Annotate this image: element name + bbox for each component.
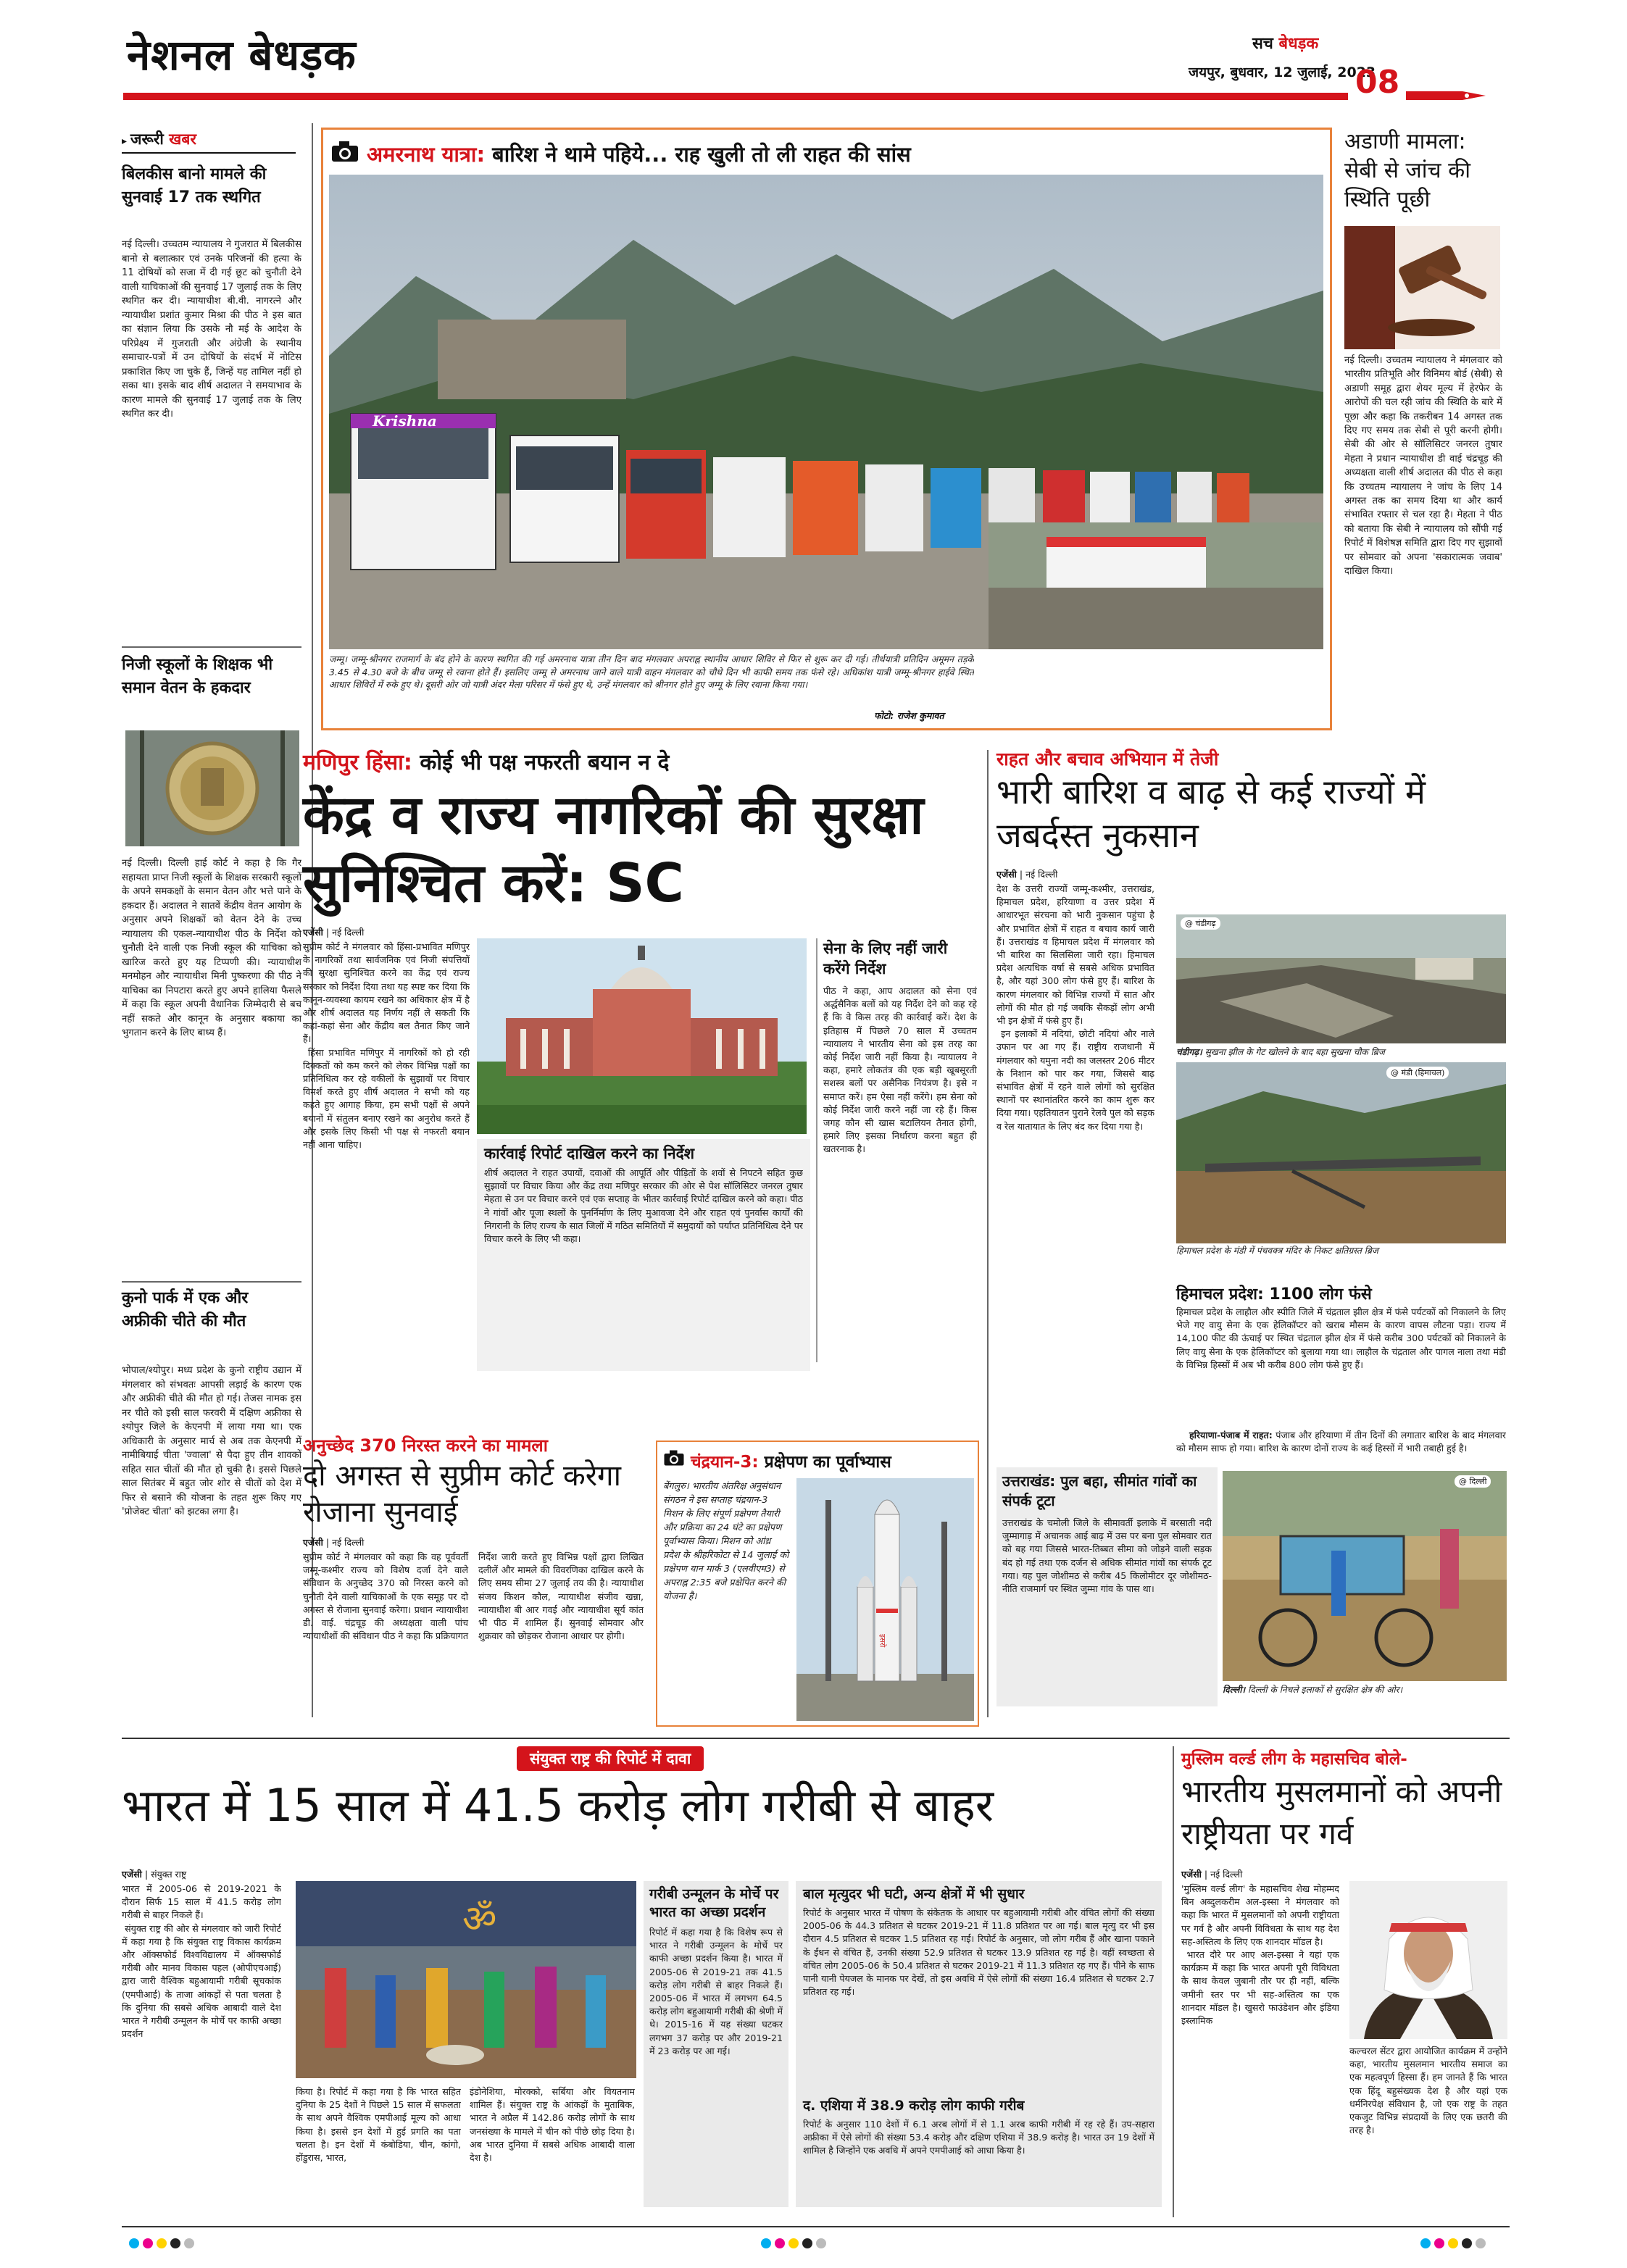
chandigarh-caption: चंडीगढ़। सुखना झील के गेट खोलने के बाद बहा सुखना चौक ब्रिज [1176, 1047, 1385, 1057]
news-bilkis-body: नई दिल्ली। उच्चतम न्यायालय ने गुजरात में बिलकीस बानो से बलात्कार एवं उनके परिजनों की हत्या के 11 दोषियों को सजा में दी गई छूट को चुनौती देने वाली याचिकाओं की सुनवाई 17 जुलाई तक के लिए स्थगित कर दी। न्यायाधीश बी.वी. नागरत्ने और न्यायाधीश प्रशांत कुमार मिश्रा की पीठ ने इस बात का संज्ञान लिया कि उसके नौ मई के आदेश के परिप्रेक्ष्य में गुजराती और अंग्रेजी के स्थानीय समाचार-पत्रों में उन दोषियों के संदर्भ में नोटिस प्रकाशित किए जा चुके हैं, जिन्हें यह तामिल नहीं हो सका था। इसके बाद शीर्ष अदालत ने समयाभाव के कारण मामले की सुनवाई 17 जुलाई तक के लिए स्थगित कर दी। [122, 239, 301, 420]
un-box3-body: रिपोर्ट के अनुसार 110 देशों में 6.1 अरब लोगों में से 1.1 अरब काफी गरीबी में रह रहे हैं। उप-सहारा अफ्रीका में ऐसे लोगों की संख्या 53.4 करोड़ और दक्षिण एशिया में 38.9 करोड़ है। भारत उन 19 देशों में शामिल है जिन्होंने एक अवधि में अपने एमपीआई को आधा किया है। [803, 2119, 1154, 2156]
photo-credit: फोटो: राजेश कुमावत [874, 710, 944, 721]
news-cheetah-body: भोपाल/श्योपुर। मध्य प्रदेश के कुनो राष्ट्रीय उद्यान में मंगलवार को संभवतः आपसी लड़ाई के कारण एक और अफ्रीकी चीते की मौत हो गई। तेजस नामक इस नर चीते को इसी साल फरवरी में दक्षिण अफ्रीका से श्योपुर जिले के केएनपी में लाया गया था। एक अधिकारी के अनुसार मार्च से अब तक केएनपी में नामीबियाई चीता 'ज्वाला' से पैदा हुए तीन शावकों सहित सात चीतों की मौत हो चुकी है। इससे पिछले साल सितंबर में बहुत जोर शोर से चीतों को देश में फिर से बसाने की योजना के तहत शुरू किए गए 'प्रोजेक्ट चीता' को झटका लगा है। [122, 1365, 301, 1517]
un-body-col3: इंडोनेशिया, मोरक्को, सर्बिया और वियतनाम शामिल हैं। संयुक्त राष्ट्र के आंकड़ों के मुताबिक, भारत ने अप्रैल में 142.86 करोड़ लोगों के साथ जनसंख्या के मामले में चीन को पीछे छोड़ दिया है। अब भारत दुनिया में सबसे अधिक आबादी वाला देश है। [470, 2086, 635, 2164]
zaroori-khabar-label: ▸ जरूरी खबर [122, 129, 296, 154]
un-story [122, 1746, 1165, 2217]
left-column [122, 123, 307, 1725]
uttarakhand-body: उत्तराखंड के चमोली जिले के सीमावर्ती इलाके में बरसाती नदी जुम्मागाड़ में अचानक आई बाढ़ में उस पर बना पुल सोमवार रात को बह गया जिससे भारत-तिब्बत सीमा को जोड़ने वाली सड़क बंद हो गई तथा एक दर्जन से अधिक सीमांत गांवों का संपर्क टूट गया। यह पुल जोशीमठ से करीब 45 किलोमीटर दूर जोशीमठ-नीति राजमार्ग पर स्थित जुम्मा गांव के पास था। [1002, 1517, 1212, 1595]
sena-body: पीठ ने कहा, आप अदालत को सेना एवं अर्द्धसैनिक बलों को यह निर्देश देने को कह रहे हैं कि वे किस तरह की कार्रवाई करें। देश के इतिहास में पिछले 70 साल में उच्चतम न्यायालय ने भारतीय सेना को इस तरह का कोई निर्देश जारी नहीं किया है। न्यायालय ने कहा, हमारे लोकतंत्र की एक बड़ी खूबसूरती सशस्त्र बलों पर असैनिक नियंत्रण है। इसे न समाप्त करें। हम ऐसा नहीं करेंगे। हम सेना को कोई निर्देश जारी करने नहीं जा रहे हैं। किस जगह कौन सी खास बटालियन तैनात होगी, हमारे लिए इसका निर्धारण करना बहुत ही खतरनाक है। [823, 985, 977, 1155]
art370-kicker: अनुच्छेद 370 निरस्त करने का मामला [303, 1435, 548, 1456]
un-body-col1: भारत में 2005-06 से 2019-2021 के दौरान सिर्फ 15 साल में 41.5 करोड़ लोग गरीबी से बाहर निकले हैं। संयुक्त राष्ट्र की ओर से मंगलवार को जारी रिपोर्ट में कहा गया है कि संयुक्त राष्ट्र विकास कार्यक्रम और ऑक्सफोर्ड विश्वविद्यालय में ऑक्सफोर्ड गरीबी और मानव विकास पहल (ओपीएचआई) द्वारा जारी वैश्विक बहुआयामी गरीबी सूचकांक (एमपीआई) के ताजा आंकड़ों से पता चलता है कि दुनिया की सबसे अधिक आबादी वाले देश भारत ने गरीबी उन्मूलन के मोर्चे पर काफी अच्छा प्रदर्शन [122, 1883, 281, 2040]
amarnath-buses-photo [329, 175, 1323, 649]
report-title: कार्रवाई रिपोर्ट दाखिल करने का निर्देश [484, 1145, 695, 1162]
amarnath-box [321, 128, 1332, 730]
emblem-icon [125, 730, 299, 846]
masthead [0, 0, 1627, 101]
flood-byline: एजेंसी | नई दिल्ली [996, 869, 1058, 880]
un-box1-title: गरीबी उन्मूलन के मोर्चे पर भारत का अच्छा प्रदर्शन [649, 1886, 779, 1920]
color-registration-marks [1420, 2238, 1489, 2251]
poverty-photo [296, 1881, 636, 2078]
al-issa-photo [1349, 1881, 1507, 2039]
manipur-headline: केंद्र व राज्य नागरिकों की सुरक्षा सुनिश्चित करें: SC [303, 784, 924, 914]
un-box2 [796, 1881, 1162, 2207]
footer-rule [122, 2226, 1510, 2227]
camera-icon [663, 1449, 685, 1467]
mwl-byline: एजेंसी | नई दिल्ली [1181, 1869, 1243, 1880]
gavel-photo [1344, 226, 1500, 349]
un-box1-body: रिपोर्ट में कहा गया है कि विशेष रूप से भारत ने गरीबी उन्मूलन के मोर्चे पर काफी अच्छा प्रदर्शन किया है। भारत में 2005-06 से 2019-21 तक 41.5 करोड़ लोग गरीबी से बाहर निकले हैं। 2005-06 में भारत में लगभग 64.5 करोड़ लोग बहुआयामी गरीबी की श्रेणी में थे। 2015-16 में यह संख्या घटकर लगभग 37 करोड़ पर और 2019-21 में 23 करोड़ पर आ गई। [649, 1927, 783, 2056]
chandrayaan-box [656, 1441, 979, 1727]
mwl-headline: भारतीय मुसलमानों को अपनी राष्ट्रीयता पर गर्व [1181, 1774, 1502, 1851]
un-byline: एजेंसी | संयुक्त राष्ट्र [122, 1869, 187, 1880]
bedhadak-label: बेधड़क [1278, 35, 1319, 53]
haryana-body: हरियाणा-पंजाब में राहत: पंजाब और हरियाणा में तीन दिनों की लगातार बारिश के बाद मंगलवार को मौसम साफ हो गया। बारिश के कारण दोनों राज्य के कई हिस्सों में भारी तबाही हुई है। [1176, 1430, 1506, 1454]
bus-name-text: Krishna [373, 412, 437, 430]
mwl-body-col2: कल्चरल सेंटर द्वारा आयोजित कार्यक्रम में उन्होंने कहा, भारतीय मुसलमान भारतीय समाज का एक महत्वपूर्ण हिस्सा हैं। हम जानते हैं कि भारत एक हिंदू बहुसंख्यक देश है और यहां एक धर्मनिरपेक्ष संविधान है, जो एक राष्ट्र के तहत एकजुट विभिन्न संप्रदायों के लिए एक छतरी की तरह है। [1349, 2046, 1507, 2136]
svg-text:ॐ: ॐ [462, 1898, 497, 1941]
un-box3-title: द. एशिया में 38.9 करोड़ लोग काफी गरीब [803, 2098, 1025, 2114]
pen-nib-icon [1406, 81, 1493, 110]
flood-headline: भारी बारिश व बाढ़ से कई राज्यों में जबर्दस्त नुकसान [996, 772, 1426, 856]
manipur-byline: एजेंसी | नई दिल्ली [303, 927, 365, 938]
sach-label: सच [1252, 35, 1273, 53]
un-box2-title: बाल मृत्युदर भी घटी, अन्य क्षेत्रों में भी सुधार [803, 1886, 1025, 1902]
column-divider [987, 750, 989, 1717]
adani-body: नई दिल्ली। उच्चतम न्यायालय ने मंगलवार को भारतीय प्रतिभूति और विनिमय बोर्ड (सेबी) से अडाणी समूह द्वारा शेयर मूल्य में हेरफेर के आरोपों की चल रही जांच की स्थिति के बारे में पूछा और कहा कि तकरीबन 14 अगस्त तक दिए गए समय तक सेबी से पूरी करनी होगी। सेबी की ओर से सॉलिसिटर जनरल तुषार मेहता ने प्रधान न्यायाधीश डी वाई चंद्रचूड़ की अध्यक्षता वाली शीर्ष अदालत की पीठ से कहा कि उच्चतम न्यायालय ने जांच के लिए 14 अगस्त तक का समय दिया था और कार्य संभावित रफ्तार से चल रहा है। मेहता ने पीठ को बताया कि सेबी ने न्यायालय को सौंपी गई रिपोर्ट में विशेषज्ञ समिति द्वारा दिए गए सुझावों पर सोमवार को अपना 'सकारात्मक जवाब' दाखिल किया। [1344, 355, 1502, 578]
sena-box [816, 938, 977, 1362]
location-tag: @ मंडी (हिमाचल) [1386, 1067, 1449, 1079]
news-bilkis-title: बिलकीस बानो मामले की सुनवाई 17 तक स्थगित [122, 165, 267, 207]
uttarakhand-box [996, 1467, 1218, 1706]
color-registration-marks [761, 2238, 830, 2251]
flood-body: देश के उत्तरी राज्यों जम्मू-कश्मीर, उत्तराखंड, हिमाचल प्रदेश, हरियाणा व उत्तर प्रदेश में आधारभूत संरचना को भारी नुकसान पहुंचा है और प्रभावित क्षेत्रों में राहत व बचाव कार्य जारी हैं। उत्तराखंड व हिमाचल प्रदेश में मंगलवार को भी बारिश का सिलसिला जारी रहा। हिमाचल प्रदेश अत्यधिक वर्षा से सबसे अधिक प्रभावित है, और यहां 300 लोग फंसे हुए हैं। बारिश के कारण मंगलवार को विभिन्न राज्यों में सात और लोगों की मौत हो गई जबकि सैकड़ों लोग अभी भी इन क्षेत्रों में फंसे हुए हैं। इन इलाकों में नदियां, छोटी नदियां और नाले उफान पर आ गए हैं। राष्ट्रीय राजधानी में मंगलवार को यमुना नदी का जलस्तर 206 मीटर के निशान को पार कर गया, जिससे बाढ़ संभावित क्षेत्रों में रहने वाले लोगों को सुरक्षित स्थानों पर स्थानांतरित करने का काम शुरू कर दिया गया। एहतियातन पुराने रेलवे पुल को सड़क व रेल यातायात के लिए बंद कर दिया गया है। [996, 883, 1154, 1132]
un-box1 [644, 1881, 788, 2207]
sena-title: सेना के लिए नहीं जारी करेंगे निर्देश [823, 940, 948, 977]
color-registration-marks [129, 2238, 198, 2251]
manipur-story [303, 746, 981, 1420]
manipur-body: सुप्रीम कोर्ट ने मंगलवार को हिंसा-प्रभावित मणिपुर के नागरिकों तथा सार्वजनिक एवं निजी संपत्तियों की सुरक्षा सुनिश्चित करने का केंद्र एवं राज्य सरकार को निर्देश दिया तथा यह स्पष्ट कर दिया कि कानून-व्यवस्था कायम रखने का अधिकार क्षेत्र में है और शीर्ष अदालत यह निर्णय नहीं ले सकती कि कहां-कहां सेना और केंद्रीय बल तैनात किए जाने हैं। हिंसा प्रभावित मणिपुर में नागरिकों को हो रही दिक्कतों को कम करने को लेकर विभिन्न पक्षों का प्रतिनिधित्व कर रहे वकीलों के सुझावों पर विचार विमर्श करते हुए शीर्ष अदालत ने सभी को यह कहते हुए आगाह किया, हम सभी पक्षों से अपने बयानों में संतुलन बनाए रखने का अनुरोध करते हैं और इसके लिए किसी भी पक्ष से नफरती बयान नहीं आना चाहिए। [303, 941, 470, 1151]
supreme-court-photo [477, 938, 807, 1134]
art370-byline: एजेंसी | नई दिल्ली [303, 1537, 365, 1548]
un-kicker: संयुक्त राष्ट्र की रिपोर्ट में दावा [517, 1746, 704, 1771]
adani-headline: अडाणी मामला: सेबी से जांच की स्थिति पूछी [1344, 129, 1470, 212]
page-number: 08 [1355, 64, 1400, 101]
himachal-body: हिमाचल प्रदेश के लाहौल और स्पीति जिले में चंद्रताल झील क्षेत्र में फंसे पर्यटकों को निकालने के लिए भेजे गए वायु सेना के एक हेलिकॉप्टर को खराब मौसम के कारण वापस लौटना पड़ा। राज्य में 14,100 फीट की ऊंचाई पर स्थित चंद्रताल झील क्षेत्र में फंसे करीब 300 पर्यटकों को निकालने के लिए वायु सेना के एक हेलिकॉप्टर को बुलाया गया था। लाहौल के चंद्रताल और पागल नाला तथा मंडी के विभिन्न हिस्सों में अब भी करीब 800 लोग फंसे हुए हैं। [1176, 1306, 1506, 1370]
divider [122, 646, 301, 648]
masthead-sach-bedhadak [1252, 32, 1318, 54]
art370-headline: दो अगस्त से सुप्रीम कोर्ट करेगा रोजाना सुनवाई [303, 1459, 621, 1529]
rocket-photo [796, 1478, 974, 1721]
manipur-kicker: मणिपुर हिंसा: कोई भी पक्ष नफरती बयान न दे [303, 750, 670, 775]
location-tag: @ चंडीगढ़ [1181, 917, 1220, 930]
news-cheetah-title: कुनो पार्क में एक और अफ्रीकी चीते की मौत [122, 1289, 249, 1330]
news-teachers-body: नई दिल्ली। दिल्ली हाई कोर्ट ने कहा है कि गैर सहायता प्राप्त निजी स्कूलों के शिक्षक सरकारी स्कूलों के अपने समकक्षों के समान वेतन और भत्ते पाने के हकदार हैं। अदालत ने सातवें केंद्रीय वेतन आयोग के अनुसार अपने शिक्षकों को वेतन देने के उच्च न्यायालय की एकल-न्यायाधीश पीठ के निर्देश को चुनौती देने वाली एक निजी स्कूल की याचिका को खारिज करते हुए यह टिप्पणी की। न्यायाधीश मनमोहन और न्यायाधीश मिनी पुष्करणा की पीठ ने याचिका का निपटारा करते हुए अपने हालिया फैसले में कहा कि स्कूल अपनी वैधानिक जिम्मेदारी से बच नहीं सकते और कानून के अनुसार बकाया का भुगतान करने के लिए बाध्य हैं। [122, 858, 301, 1038]
mwl-kicker: मुस्लिम वर्ल्ड लीग के महासचिव बोले- [1181, 1750, 1407, 1769]
isro-text: इसरो [878, 1634, 886, 1648]
chandrayaan-body: बेंगलुरु। भारतीय अंतरिक्ष अनुसंधान संगठन ने इस सप्ताह चंद्रयान-3 मिशन के लिए संपूर्ण प्रक्षेपण तैयारी और प्रक्रिया का 24 घंटे का प्रक्षेपण पूर्वाभ्यास किया। मिशन को आंध्र प्रदेश के श्रीहरिकोटा से 14 जुलाई को प्रक्षेपण यान मार्क 3 (एलवीएम3) से अपराह्न 2:35 बजे प्रक्षेपित करने की योजना है। [663, 1481, 789, 1602]
mandi-bridge-photo [1176, 1062, 1506, 1243]
art370-body: सुप्रीम कोर्ट ने मंगलवार को कहा कि वह पूर्ववर्ती जम्मू-कश्मीर राज्य को विशेष दर्जा देने वाले संविधान के अनुच्छेद 370 को निरस्त करने को चुनौती देने वाली याचिकाओं के एक समूह पर दो अगस्त से रोजाना सुनवाई करेगा। प्रधान न्यायाधीश डी. वाई. चंद्रचूड़ की अध्यक्षता वाली पांच न्यायाधीशों की संविधान पीठ ने कहा कि प्रक्रियागत निर्देश जारी करते हुए विभिन्न पक्षों द्वारा लिखित दलीलें और मामले की विवरणिका दाखिल करने के लिए समय सीमा 27 जुलाई तय की है। न्यायाधीश संजय किशन कौल, न्यायाधीश संजीव खन्ना, न्यायाधीश बी आर गवई और न्यायाधीश सूर्य कांत भी पीठ में शामिल हैं। सुनवाई सोमवार और शुक्रवार को छोड़कर रोजाना आधार पर होगी। [303, 1551, 644, 1642]
himachal-title: हिमाचल प्रदेश: 1100 लोग फंसे [1176, 1285, 1372, 1304]
mwl-body-col1: 'मुस्लिम वर्ल्ड लीग' के महासचिव शेख मोहम्मद बिन अब्दुलकरीम अल-इस्सा ने मंगलवार को कहा कि भारत में मुसलमानों को अपनी राष्ट्रीयता पर गर्व है और अपनी विविधता के साथ यह देश सह-अस्तित्व के लिए एक शानदार मॉडल है। भारत दौरे पर आए अल-इस्सा ने यहां एक कार्यक्रम में कहा कि भारत अपनी पूरी विविधता के साथ केवल जुबानी तौर पर ही नहीं, बल्कि जमीनी स्तर पर भी सह-अस्तित्व का एक शानदार मॉडल है। खुसरो फाउंडेशन और इंडिया इस्लामिक [1181, 1883, 1339, 2027]
amarnath-caption: जम्मू। जम्मू-श्रीनगर राजमार्ग के बंद होने के कारण स्थगित की गई अमरनाथ यात्रा तीन दिन बाद मंगलवार अपराह्न स्थानीय आधार शिविर से फिर से शुरू कर दी गई। तीर्थयात्री प्रतिदिन अमूमन तड़के 3.45 से 4.30 बजे के बीच जम्मू से रवाना होते हैं। इसलिए जम्मू से अमरनाथ जाने वाले यात्री वाहन मंगलवार को चौथे दिन भी काफी समय तक फंसे रहे। अधिकांश यात्री जम्मू-श्रीनगर हाईवे स्थित आधार शिविरों में रुके हुए थे। दूसरी ओर जो यात्री अंदर मेला परिसर में फंसे हुए थे, उन्हें मंगलवार को श्रीनगर होते हुए जम्मू के लिए रवाना किया गया। [329, 654, 974, 690]
uttarakhand-title: उत्तराखंड: पुल बहा, सीमांत गांवों का संपर्क टूटा [1002, 1472, 1197, 1509]
report-body: शीर्ष अदालत ने राहत उपायों, दवाओं की आपूर्ति और पीड़ितों के शवों से निपटने सहित कुछ सुझावों पर विचार किया और केंद्र तथा मणिपुर सरकार की ओर से पेश सॉलिसिटर जनरल तुषार मेहता से उन पर विचार करने एवं एक सप्ताह के भीतर कार्रवाई रिपोर्ट दाखिल करने को कहा। पीठ ने गांवों और पूजा स्थलों के पुनर्निर्माण के लिए मुआवजा देने और राहत एवं पुनर्वास कार्यों की निगरानी के लिए राज्य के सात जिलों में गठित समितियों में समुदायों को पर्याप्त प्रतिनिधित्व देने पर विचार करने के लिए भी कहा। [484, 1167, 803, 1245]
amarnath-headline: अमरनाथ यात्रा: बारिश ने थामे पहिये... राह खुली तो ली राहत की सांस [367, 142, 911, 167]
un-body-col2: किया है। रिपोर्ट में कहा गया है कि भारत सहित दुनिया के 25 देशों ने पिछले 15 साल में सफलता के साथ अपने वैश्विक एमपीआई मूल्य को आधा किया है। इससे इन देशों में हुई प्रगति का पता चलता है। इन देशों में कंबोडिया, चीन, कांगो, होंडुरास, भारत, [296, 2086, 461, 2164]
dateline: जयपुर, बुधवार, 12 जुलाई, 2023 [1189, 64, 1376, 80]
masthead-title: नेशनल बेधड़क [127, 30, 357, 80]
flood-story [996, 746, 1507, 1728]
chandigarh-bridge-photo [1176, 914, 1506, 1043]
un-box2-body: रिपोर्ट के अनुसार भारत में पोषण के संकेतक के आधार पर बहुआयामी गरीबी और वंचित लोगों की संख्या 2005-06 के 44.3 प्रतिशत से घटकर 2019-21 में 11.8 प्रतिशत पर आ गई। बाल मृत्यु दर भी इस दौरान 4.5 प्रतिशत से घटकर 1.5 प्रतिशत रह गई। रिपोर्ट के अनुसार, जो लोग गरीब हैं और खाना पकाने के ईंधन से वंचित हैं, उनकी संख्या 52.9 प्रतिशत से घटकर 13.9 प्रतिशत रह गई है। वहीं स्वच्छता से वंचित लोग 2005-06 के 50.4 प्रतिशत से घटकर 2019-21 में 11.3 प्रतिशत रह गए हैं। पीने के साफ पानी यानी पेयजल के मानक पर देखें, तो इस अवधि में ऐसे लोगों की संख्या 16.4 प्रतिशत से घटकर 2.7 प्रतिशत रह गई। [803, 1907, 1154, 1998]
flood-kicker: राहत और बचाव अभियान में तेजी [996, 749, 1219, 770]
report-box [477, 1139, 810, 1371]
divider [122, 1281, 301, 1283]
un-headline: भारत में 15 साल में 41.5 करोड़ लोग गरीबी से बाहर [122, 1779, 994, 1832]
delhi-caption: दिल्ली। दिल्ली के निचले इलाकों से सुरक्षित क्षेत्र की ओर। [1223, 1685, 1403, 1695]
column-divider [1173, 1746, 1174, 2217]
camera-icon [330, 140, 359, 163]
adani-story [1344, 128, 1504, 743]
location-tag: @ दिल्ली [1455, 1475, 1491, 1488]
high-court-emblem-photo [125, 730, 299, 846]
masthead-red-rule [123, 93, 1348, 100]
chandrayaan-headline: चंद्रयान-3: प्रक्षेपण का पूर्वाभ्यास [691, 1453, 891, 1472]
mandi-caption: हिमाचल प्रदेश के मंडी में पंचवक्त्र मंदिर के निकट क्षतिग्रस्त ब्रिज [1176, 1246, 1378, 1256]
news-teachers-title: निजी स्कूलों के शिक्षक भी समान वेतन के हकदार [122, 656, 273, 697]
section-divider [122, 1738, 1510, 1739]
mwl-story [1181, 1746, 1511, 2217]
delhi-flood-photo [1223, 1471, 1507, 1681]
art370-story [303, 1433, 651, 1738]
